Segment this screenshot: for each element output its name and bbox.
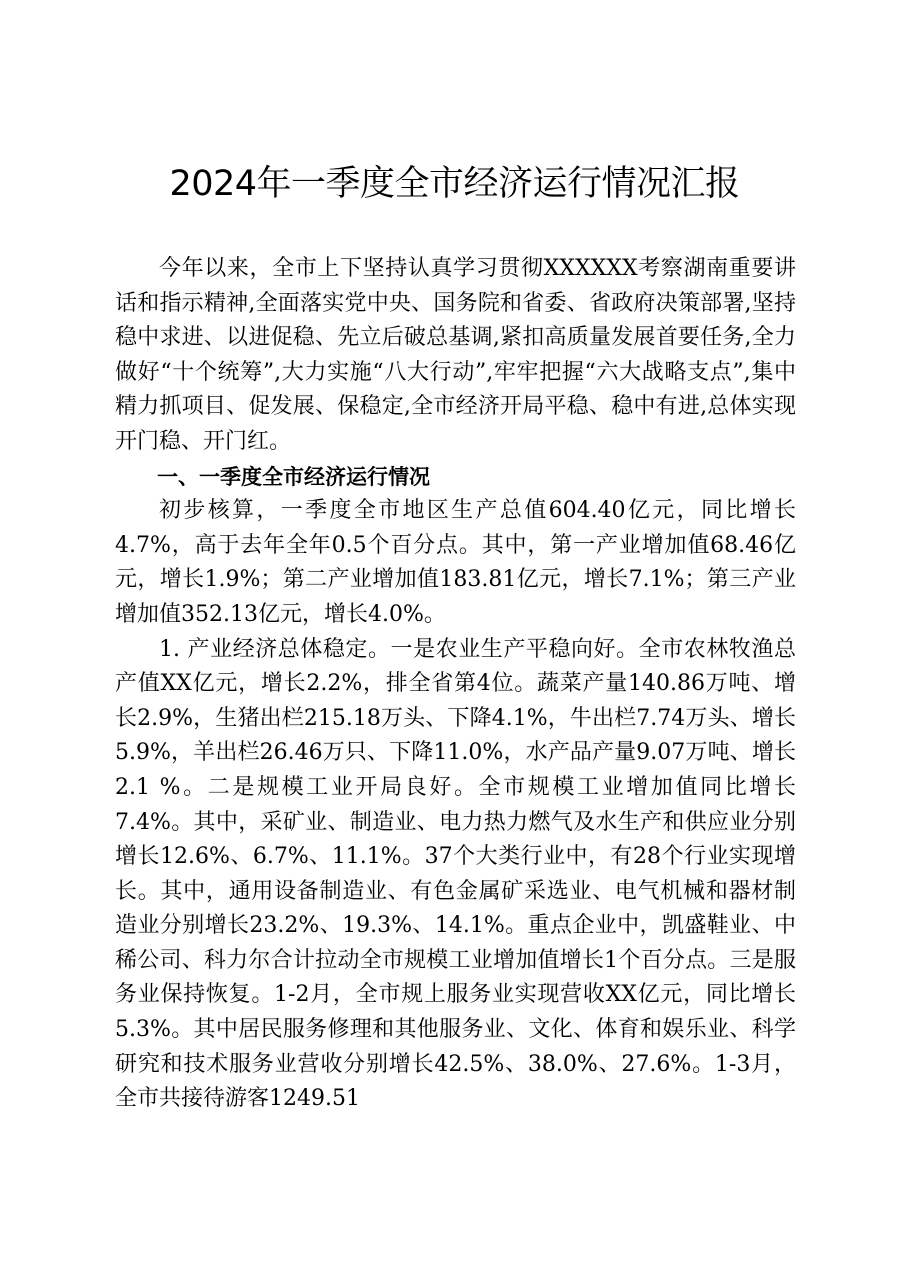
intro-paragraph: 今年以来，全市上下坚持认真学习贯彻XXXXXX考察湖南重要讲话和指示精神,全面落实党中央、国务院和省委、省政府决策部署,坚持稳中求进、以进促稳、先立后破总基调,紧扣高质量发展首要任务,全力做好“十个统筹”,大力实施“八大行动”,牢牢把握“六大战略支点”,集中精力抓项目、促发展、保稳定,全市经济开局平稳、稳中有进,总体实现开门稳、开门红。 <box>115 256 796 454</box>
gdp-paragraph: 初步核算，一季度全市地区生产总值604.40亿元，同比增长4.7%，高于去年全年0.5个百分点。其中，第一产业增加值68.46亿元，增长1.9%；第二产业增加值183.81亿元，增长7.1%；第三产业增加值352.13亿元，增长4.0%。 <box>115 498 796 627</box>
section-heading: 一、一季度全市经济运行情况 <box>157 464 430 489</box>
document-body <box>115 252 796 1117</box>
industry-paragraph: 1. 产业经济总体稳定。一是农业生产平稳向好。全市农林牧渔总产值XX亿元，增长2.2%，排全省第4位。蔬菜产量140.86万吨、增长2.9%，生猪出栏215.18万头、下降4.1%，牛出栏7.74万头、增长5.9%，羊出栏26.46万只、下降11.0%，水产品产量9.07万吨、增长 2.1 %。二是规模工业开局良好。全市规模工业增加值同比增长7.4%。其中，采矿业、制造业、电力热力燃气及水生产和供应业分别增长12.6%、6.7%、11.1%。37个大类行业中，有28个行业实现增长。其中，通用设备制造业、有色金属矿采选业、电气机械和器材制造业分别增长23.2%、19.3%、14.1%。重点企业中，凯盛鞋业、中稀公司、科力尔合计拉动全市规模工业增加值增长1个百分点。三是服务业保持恢复。1-2月，全市规上服务业实现营收XX亿元，同比增长5.3%。其中居民服务修理和其他服务业、文化、体育和娱乐业、科学研究和技术服务业营收分别增长42.5%、38.0%、27.6%。1-3月，全市共接待游客1249.51 <box>115 636 796 1112</box>
document-title: 2024年一季度全市经济运行情况汇报 <box>169 164 740 204</box>
